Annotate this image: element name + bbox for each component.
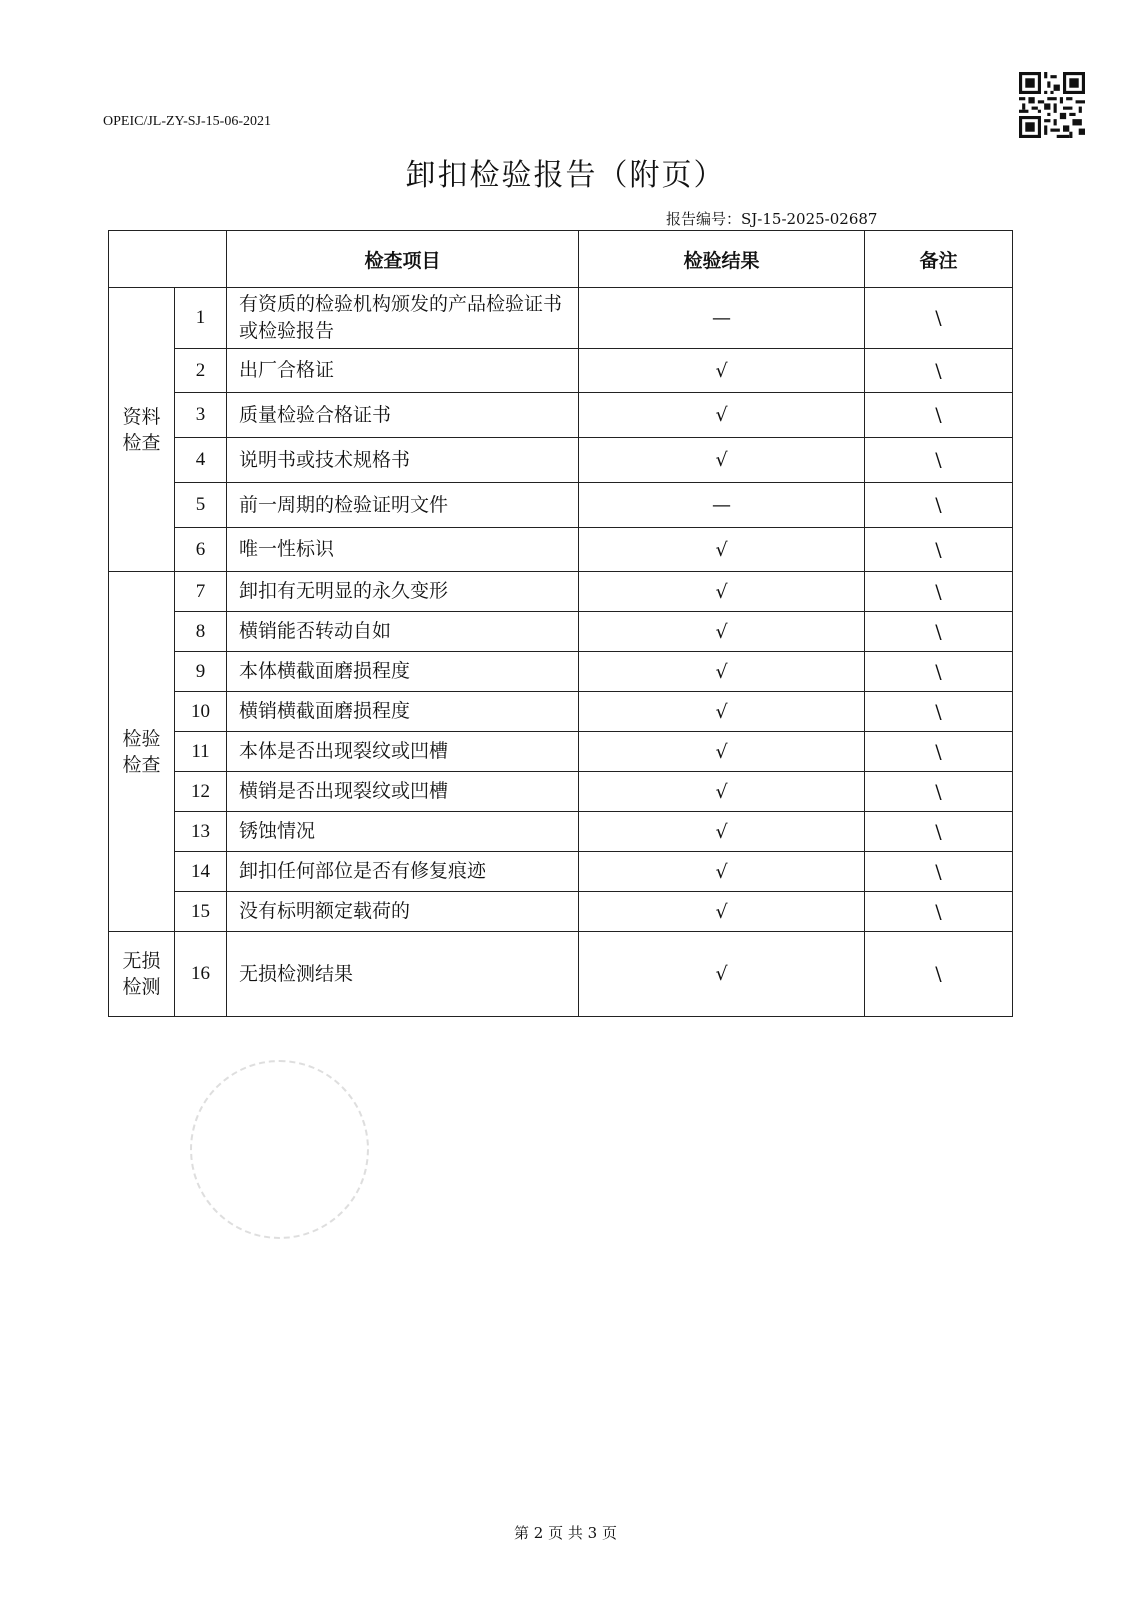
row-item: 质量检验合格证书 bbox=[227, 393, 579, 438]
row-remark: \ bbox=[865, 732, 1013, 772]
row-remark: \ bbox=[865, 892, 1013, 932]
row-result: √ bbox=[579, 852, 865, 892]
row-item: 锈蚀情况 bbox=[227, 812, 579, 852]
row-number: 8 bbox=[175, 612, 227, 652]
row-result: √ bbox=[579, 692, 865, 732]
qr-code-icon bbox=[1019, 72, 1085, 138]
row-remark: \ bbox=[865, 393, 1013, 438]
row-number: 4 bbox=[175, 438, 227, 483]
row-remark: \ bbox=[865, 528, 1013, 572]
row-result: √ bbox=[579, 612, 865, 652]
table-header-row bbox=[109, 231, 1013, 288]
page-title: 卸扣检验报告（附页） bbox=[405, 158, 726, 193]
table-row bbox=[109, 572, 1013, 612]
table-row bbox=[109, 692, 1013, 732]
row-item: 横销是否出现裂纹或凹槽 bbox=[227, 772, 579, 812]
row-remark: \ bbox=[865, 483, 1013, 528]
report-number: 报告编号：SJ-15-2025-02687 bbox=[666, 210, 878, 228]
row-number: 14 bbox=[175, 852, 227, 892]
row-result: √ bbox=[579, 932, 865, 1017]
row-number: 15 bbox=[175, 892, 227, 932]
seal-stamp bbox=[190, 1060, 369, 1239]
row-item: 无损检测结果 bbox=[227, 932, 579, 1017]
row-remark: \ bbox=[865, 612, 1013, 652]
table-row bbox=[109, 393, 1013, 438]
row-result: — bbox=[579, 483, 865, 528]
row-result: √ bbox=[579, 572, 865, 612]
category-inspect: 检验 检查 bbox=[109, 572, 175, 932]
row-number: 13 bbox=[175, 812, 227, 852]
row-remark: \ bbox=[865, 572, 1013, 612]
row-result: √ bbox=[579, 528, 865, 572]
row-item: 本体横截面磨损程度 bbox=[227, 652, 579, 692]
row-result: √ bbox=[579, 349, 865, 393]
row-number: 16 bbox=[175, 932, 227, 1017]
header-item: 检查项目 bbox=[227, 231, 579, 288]
inspection-table bbox=[108, 230, 1013, 1017]
row-number: 3 bbox=[175, 393, 227, 438]
row-remark: \ bbox=[865, 812, 1013, 852]
row-result: √ bbox=[579, 772, 865, 812]
table-row bbox=[109, 732, 1013, 772]
table-row bbox=[109, 932, 1013, 1017]
row-item: 横销能否转动自如 bbox=[227, 612, 579, 652]
row-result: √ bbox=[579, 438, 865, 483]
category-docs: 资料 检查 bbox=[109, 288, 175, 572]
row-item: 出厂合格证 bbox=[227, 349, 579, 393]
table-row bbox=[109, 652, 1013, 692]
row-item: 本体是否出现裂纹或凹槽 bbox=[227, 732, 579, 772]
row-remark: \ bbox=[865, 852, 1013, 892]
table-row bbox=[109, 772, 1013, 812]
row-item: 有资质的检验机构颁发的产品检验证书或检验报告 bbox=[227, 288, 579, 349]
row-number: 11 bbox=[175, 732, 227, 772]
row-item: 说明书或技术规格书 bbox=[227, 438, 579, 483]
row-remark: \ bbox=[865, 652, 1013, 692]
table-row bbox=[109, 349, 1013, 393]
row-number: 6 bbox=[175, 528, 227, 572]
row-result: √ bbox=[579, 732, 865, 772]
row-item: 前一周期的检验证明文件 bbox=[227, 483, 579, 528]
row-item: 卸扣任何部位是否有修复痕迹 bbox=[227, 852, 579, 892]
table-row bbox=[109, 612, 1013, 652]
row-number: 10 bbox=[175, 692, 227, 732]
table-row bbox=[109, 528, 1013, 572]
table-row bbox=[109, 288, 1013, 349]
row-item: 没有标明额定载荷的 bbox=[227, 892, 579, 932]
header-blank-cell bbox=[109, 231, 227, 288]
row-result: √ bbox=[579, 393, 865, 438]
row-item: 卸扣有无明显的永久变形 bbox=[227, 572, 579, 612]
table-row bbox=[109, 892, 1013, 932]
table-row bbox=[109, 483, 1013, 528]
page-footer: 第 2 页 共 3 页 bbox=[514, 1524, 617, 1542]
row-remark: \ bbox=[865, 288, 1013, 349]
row-number: 1 bbox=[175, 288, 227, 349]
row-number: 12 bbox=[175, 772, 227, 812]
row-result: √ bbox=[579, 652, 865, 692]
category-ndt: 无损 检测 bbox=[109, 932, 175, 1017]
row-result: — bbox=[579, 288, 865, 349]
row-result: √ bbox=[579, 812, 865, 852]
row-number: 2 bbox=[175, 349, 227, 393]
document-code: OPEIC/JL-ZY-SJ-15-06-2021 bbox=[103, 114, 271, 129]
row-remark: \ bbox=[865, 932, 1013, 1017]
row-number: 9 bbox=[175, 652, 227, 692]
row-item: 横销横截面磨损程度 bbox=[227, 692, 579, 732]
row-item: 唯一性标识 bbox=[227, 528, 579, 572]
table-row bbox=[109, 852, 1013, 892]
row-remark: \ bbox=[865, 772, 1013, 812]
table-row bbox=[109, 438, 1013, 483]
row-result: √ bbox=[579, 892, 865, 932]
row-remark: \ bbox=[865, 438, 1013, 483]
header-result: 检验结果 bbox=[579, 231, 865, 288]
header-remark: 备注 bbox=[865, 231, 1013, 288]
table-row bbox=[109, 812, 1013, 852]
row-number: 7 bbox=[175, 572, 227, 612]
row-number: 5 bbox=[175, 483, 227, 528]
row-remark: \ bbox=[865, 349, 1013, 393]
row-remark: \ bbox=[865, 692, 1013, 732]
